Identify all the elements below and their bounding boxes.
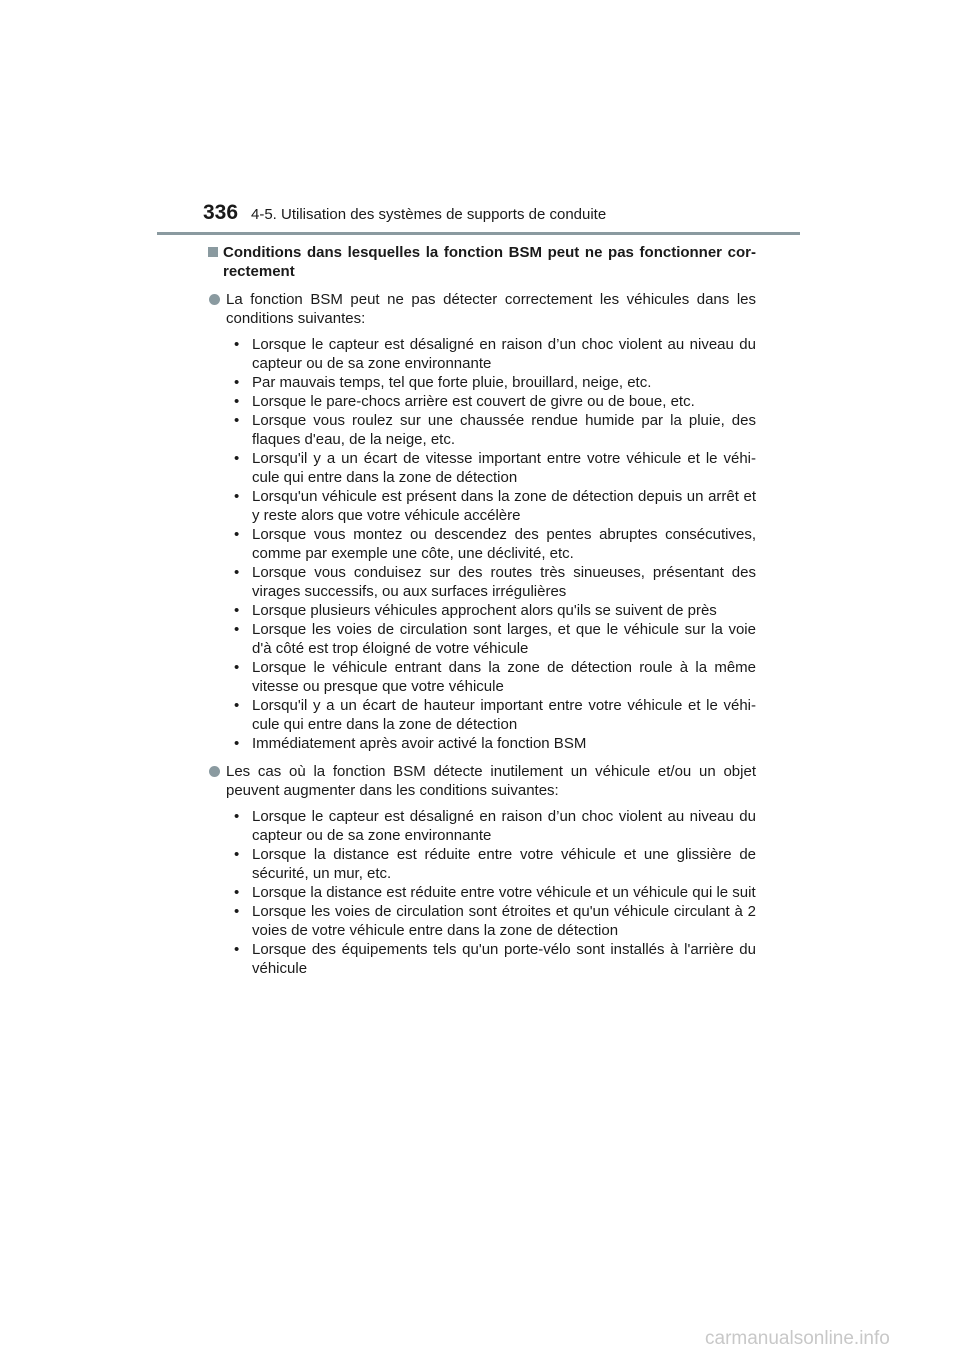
list-item-text: Lorsque le capteur est désaligné en raison d’un choc violent au niveau du capteur ou de sa zone environnante — [252, 808, 756, 844]
condition-group-2 — [208, 762, 756, 800]
bullet-icon: • — [234, 941, 240, 958]
circle-bullet-icon — [209, 294, 220, 305]
list-item-text: Par mauvais temps, tel que forte pluie, brouillard, neige, etc. — [252, 374, 652, 391]
list-item — [226, 845, 756, 883]
bullet-icon: • — [234, 846, 240, 863]
list-item — [226, 601, 756, 620]
list-item-text: Lorsque le capteur est désaligné en raison d’un choc violent au niveau du capteur ou de sa zone environnante — [252, 336, 756, 372]
list-item — [226, 883, 756, 902]
list-item-text: Lorsque vous montez ou descendez des pentes abruptes consécutives, comme par exemple une côte, une déclivité, etc. — [252, 526, 756, 562]
bullet-icon: • — [234, 659, 240, 676]
list-item-text: Lorsque le pare-chocs arrière est couvert de givre ou de boue, etc. — [252, 393, 695, 410]
list-item — [226, 392, 756, 411]
list-item — [226, 563, 756, 601]
list-item — [226, 525, 756, 563]
list-item-text: Lorsque plusieurs véhicules approchent alors qu'ils se suivent de près — [252, 602, 717, 619]
list-item-text: Lorsque des équipements tels qu'un porte-vélo sont installés à l'arrière du véhicule — [252, 941, 756, 977]
list-item — [226, 696, 756, 734]
bullet-icon: • — [234, 735, 240, 752]
list-item-text: Lorsque les voies de circulation sont étroites et qu'un véhicule circulant à 2 voies de votre véhicule entre dans la zone de détection — [252, 903, 756, 939]
bullet-icon: • — [234, 526, 240, 543]
condition-group-1 — [208, 290, 756, 328]
bullet-icon: • — [234, 412, 240, 429]
bullet-icon: • — [234, 336, 240, 353]
bullet-icon: • — [234, 884, 240, 901]
list-item — [226, 335, 756, 373]
list-item — [226, 487, 756, 525]
section-heading-text: Conditions dans lesquelles la fonction BSM peut ne pas fonctionner cor- rectement — [223, 244, 756, 280]
square-bullet-icon — [208, 247, 218, 257]
list-item — [226, 411, 756, 449]
list-item — [226, 940, 756, 978]
list-item-text: Lorsqu'il y a un écart de vitesse important entre votre véhicule et le véhi- cule qui entre dans la zone de détection — [252, 450, 756, 486]
condition-list-2 — [208, 807, 756, 978]
list-item — [226, 373, 756, 392]
bullet-icon: • — [234, 488, 240, 505]
bullet-icon: • — [234, 564, 240, 581]
list-item — [226, 902, 756, 940]
list-item — [226, 807, 756, 845]
circle-bullet-icon — [209, 766, 220, 777]
list-item-text: Lorsqu'il y a un écart de hauteur important entre votre véhicule et le véhi- cule qui entre dans la zone de détection — [252, 697, 756, 733]
condition-group-intro: La fonction BSM peut ne pas détecter correctement les véhicules dans les conditions suivantes: — [226, 291, 756, 327]
bullet-icon: • — [234, 393, 240, 410]
list-item-text: Immédiatement après avoir activé la fonction BSM — [252, 735, 587, 752]
page-number: 336 — [203, 201, 239, 224]
condition-group-intro: Les cas où la fonction BSM détecte inutilement un véhicule et/ou un objet peuvent augmenter dans les conditions suivantes: — [226, 763, 756, 799]
list-item-text: Lorsque la distance est réduite entre votre véhicule et un véhicule qui le suit — [252, 884, 756, 901]
list-item — [226, 449, 756, 487]
list-item — [226, 734, 756, 753]
bullet-icon: • — [234, 374, 240, 391]
bullet-icon: • — [234, 450, 240, 467]
list-item-text: Lorsqu'un véhicule est présent dans la zone de détection depuis un arrêt et y reste alors que votre véhicule accélère — [252, 488, 756, 524]
header-rule — [157, 232, 800, 235]
list-item-text: Lorsque le véhicule entrant dans la zone de détection roule à la même vitesse ou presque que votre véhicule — [252, 659, 756, 695]
list-item-text: Lorsque vous conduisez sur des routes très sinueuses, présentant des virages successifs, ou aux surfaces irrégulières — [252, 564, 756, 600]
page-content — [208, 243, 756, 978]
section-heading — [208, 243, 756, 281]
list-item-text: Lorsque vous roulez sur une chaussée rendue humide par la pluie, des flaques d'eau, de la neige, etc. — [252, 412, 756, 448]
bullet-icon: • — [234, 697, 240, 714]
list-item — [226, 620, 756, 658]
bullet-icon: • — [234, 621, 240, 638]
section-title: 4-5. Utilisation des systèmes de supports de conduite — [251, 206, 607, 223]
bullet-icon: • — [234, 602, 240, 619]
condition-list-1 — [208, 335, 756, 753]
bullet-icon: • — [234, 903, 240, 920]
bullet-icon: • — [234, 808, 240, 825]
list-item — [226, 658, 756, 696]
watermark: carmanualsonline.info — [705, 1328, 890, 1349]
list-item-text: Lorsque la distance est réduite entre votre véhicule et une glissière de sécurité, un mur, etc. — [252, 846, 756, 882]
list-item-text: Lorsque les voies de circulation sont larges, et que le véhicule sur la voie d'à côté est trop éloigné de votre véhicule — [252, 621, 756, 657]
